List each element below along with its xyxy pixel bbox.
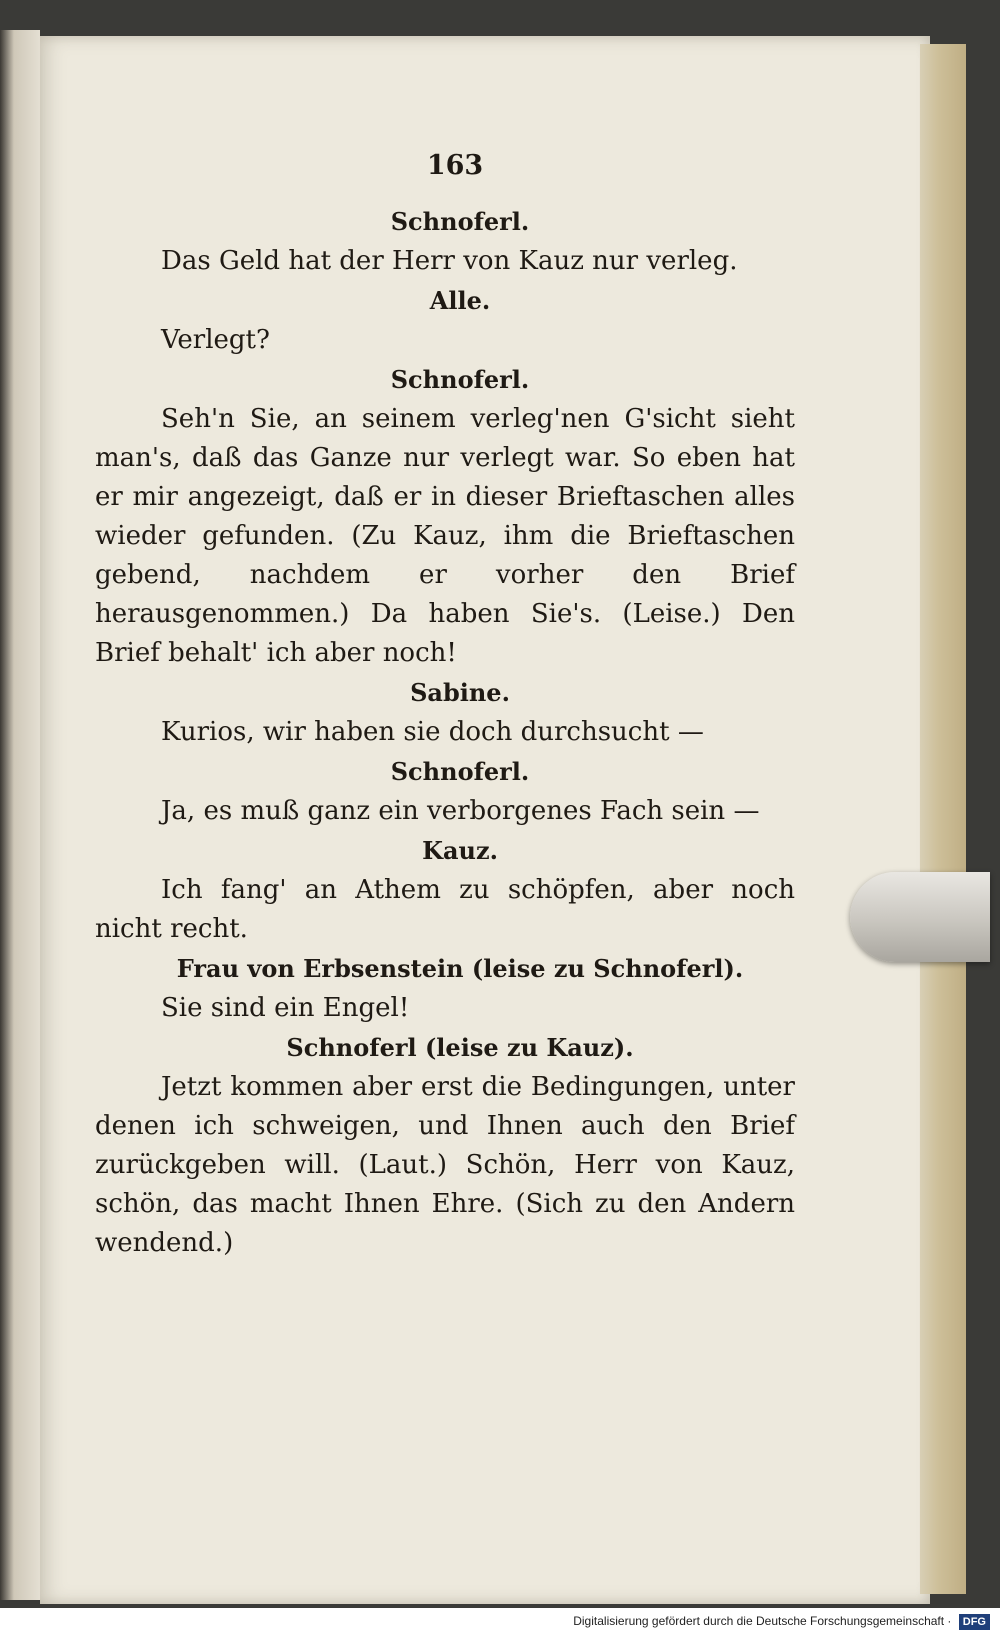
footer-text: Digitalisierung gefördert durch die Deutsche Forschungsgemeinschaft ·: [573, 1614, 952, 1628]
dfg-logo: DFG: [959, 1614, 990, 1630]
dialogue-paragraph: Seh'n Sie, an seinem verleg'nen G'sicht sieht man's, daß das Ganze nur verlegt war. So eben hat er mir angezeigt, daß er in dieser Brieftaschen alles wieder gefunden. (Zu Kauz, ihm die Brieftaschen gebend, nachdem er vorher den Brief herausgenommen.) Da haben Sie's. (Leise.) Den Brief behalt' ich aber noch!: [95, 404, 795, 668]
page-text: [95, 150, 795, 1263]
speaker-name: Schnoferl.: [390, 757, 530, 786]
speaker-name: Frau von Erbsenstein (leise zu Schnoferl).: [176, 954, 744, 983]
page-clip: [850, 872, 990, 962]
speaker-name: Kauz.: [422, 836, 498, 865]
speaker-name: Schnoferl.: [390, 207, 530, 236]
speaker-name: Alle.: [429, 286, 491, 315]
dialogue-paragraph: Verlegt?: [161, 325, 270, 355]
footer-credit: [0, 1608, 1000, 1634]
speaker-name: Schnoferl (leise zu Kauz).: [286, 1033, 634, 1062]
text-blocks: [95, 202, 795, 1263]
dialogue-paragraph: Das Geld hat der Herr von Kauz nur verleg.: [161, 246, 738, 276]
speaker-name: Schnoferl.: [390, 365, 530, 394]
dialogue-paragraph: Ich fang' an Athem zu schöpfen, aber noch nicht recht.: [95, 875, 795, 944]
dialogue-paragraph: Ja, es muß ganz ein verborgenes Fach sein —: [161, 796, 760, 826]
previous-page-edge: [0, 30, 40, 1600]
dialogue-paragraph: Sie sind ein Engel!: [161, 993, 410, 1023]
page-number: 163: [426, 150, 484, 181]
page-fore-edge: [920, 44, 966, 1594]
dialogue-paragraph: Kurios, wir haben sie doch durchsucht —: [161, 717, 704, 747]
speaker-name: Sabine.: [410, 678, 510, 707]
dialogue-paragraph: Jetzt kommen aber erst die Bedingungen, unter denen ich schweigen, und Ihnen auch den Brief zurückgeben will. (Laut.) Schön, Herr von Kauz, schön, das macht Ihnen Ehre. (Sich zu den Andern wendend.): [95, 1072, 795, 1258]
